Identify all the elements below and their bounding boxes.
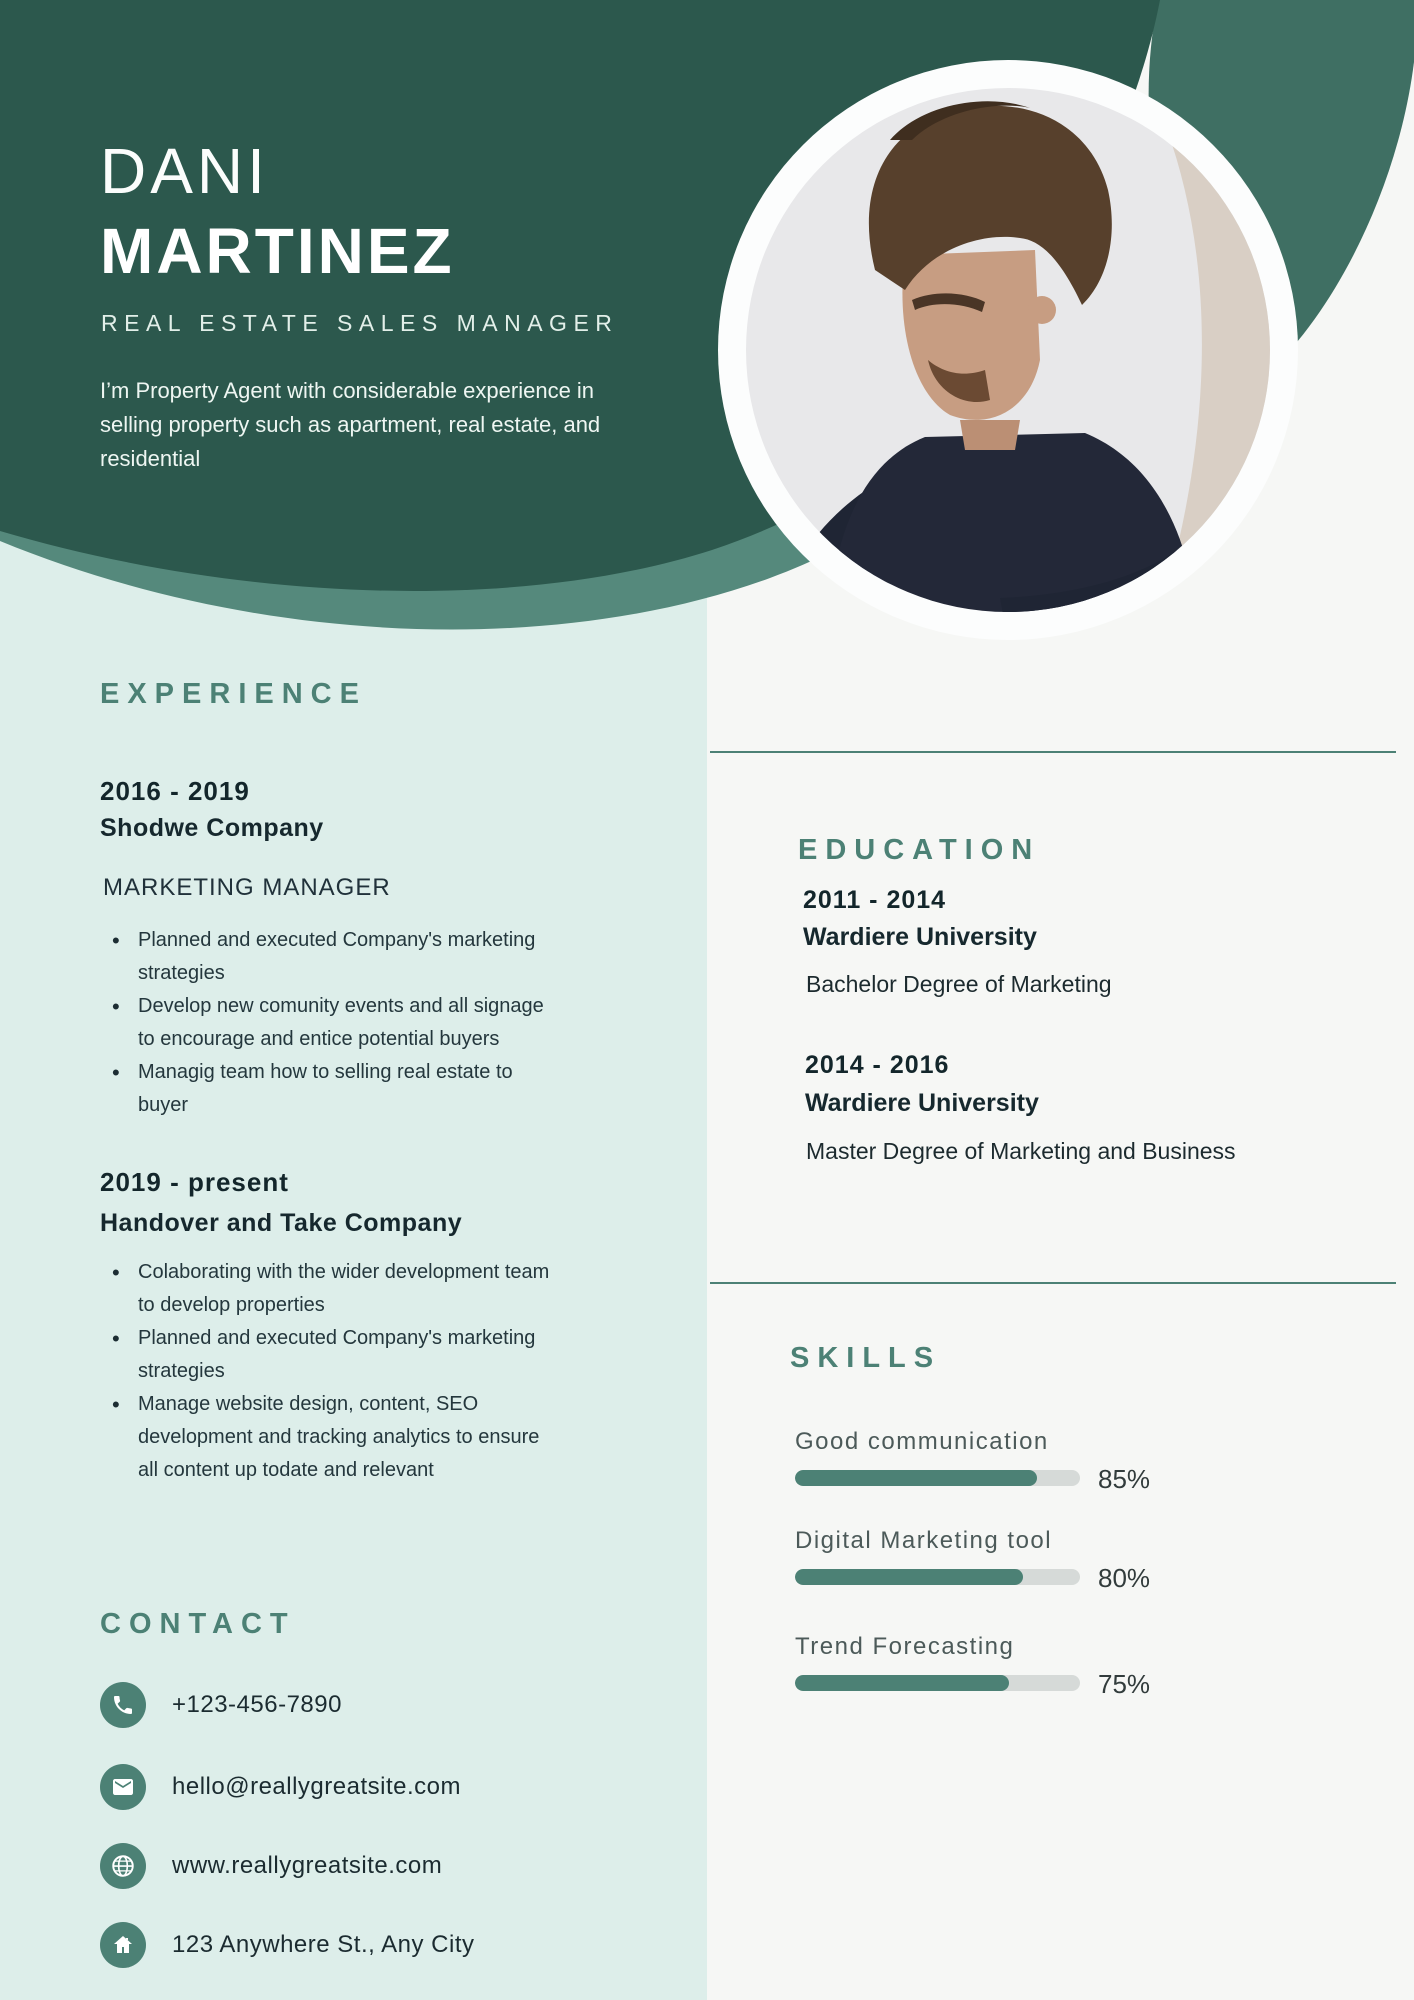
street-address: 123 Anywhere St., Any City — [172, 1931, 475, 1958]
contact-row-email — [100, 1764, 461, 1810]
summary-text: I’m Property Agent with considerable experience in selling property such as apartment, real estate, and residential — [100, 378, 601, 471]
education-dates: 2014 - 2016 — [805, 1051, 950, 1079]
skill-bar-fill — [795, 1569, 1023, 1585]
globe-icon — [100, 1843, 146, 1889]
job-bullet: • Manage website design, content, SEO development and tracking analytics to ensure all content up todate and relevant — [110, 1388, 562, 1487]
skill-bar-fill — [795, 1675, 1009, 1691]
skill-percent: 85% — [1098, 1464, 1151, 1494]
job-bullet: • Colaborating with the wider development team to develop properties — [110, 1256, 562, 1322]
job-dates: 2019 - present — [100, 1167, 289, 1197]
contact-row-website — [100, 1843, 442, 1889]
job-company: Handover and Take Company — [100, 1209, 463, 1237]
home-icon — [100, 1922, 146, 1968]
website-url: www.reallygreatsite.com — [172, 1852, 443, 1879]
phone-icon — [100, 1682, 146, 1728]
skill-percent: 75% — [1098, 1669, 1151, 1699]
skill-label: Good communication — [795, 1428, 1049, 1455]
contact-heading: CONTACT — [100, 1608, 296, 1640]
skill-bar-fill — [795, 1470, 1037, 1486]
job-bullet: • Managig team how to selling real estate to buyer — [110, 1056, 562, 1122]
section-divider — [710, 751, 1396, 753]
header-art — [0, 0, 1414, 700]
job-dates: 2016 - 2019 — [100, 776, 250, 806]
job-bullet-list — [110, 924, 562, 1122]
education-dates: 2011 - 2014 — [803, 886, 947, 914]
first-name: DANI — [100, 135, 269, 207]
skill-bar — [795, 1470, 1080, 1486]
job-bullet: • Planned and executed Company's marketing strategies — [110, 924, 562, 990]
skill-percent: 80% — [1098, 1563, 1151, 1593]
skill-label: Trend Forecasting — [795, 1633, 1015, 1660]
skill-label: Digital Marketing tool — [795, 1527, 1053, 1554]
email-address: hello@reallygreatsite.com — [172, 1773, 461, 1800]
job-bullet: • Planned and executed Company's marketing strategies — [110, 1322, 562, 1388]
job-role: MARKETING MANAGER — [103, 874, 391, 901]
education-school: Wardiere University — [803, 923, 1037, 951]
email-icon — [100, 1764, 146, 1810]
education-degree: Bachelor Degree of Marketing — [806, 971, 1112, 997]
job-company: Shodwe Company — [100, 814, 324, 842]
contact-row-phone — [100, 1682, 342, 1728]
job-bullet-list — [110, 1256, 562, 1487]
section-divider — [710, 1282, 1396, 1284]
job-bullet: • Develop new comunity events and all signage to encourage and entice potential buyers — [110, 990, 562, 1056]
education-heading: EDUCATION — [798, 834, 1041, 866]
skills-heading: SKILLS — [790, 1342, 942, 1374]
skill-bar — [795, 1569, 1080, 1585]
phone-number: +123-456-7890 — [172, 1691, 342, 1718]
contact-row-address — [100, 1922, 475, 1968]
job-title: REAL ESTATE SALES MANAGER — [101, 310, 619, 336]
experience-heading: EXPERIENCE — [100, 678, 367, 710]
education-degree: Master Degree of Marketing and Business — [806, 1138, 1236, 1164]
last-name: MARTINEZ — [100, 215, 455, 287]
education-school: Wardiere University — [805, 1089, 1039, 1117]
skill-bar — [795, 1675, 1080, 1691]
